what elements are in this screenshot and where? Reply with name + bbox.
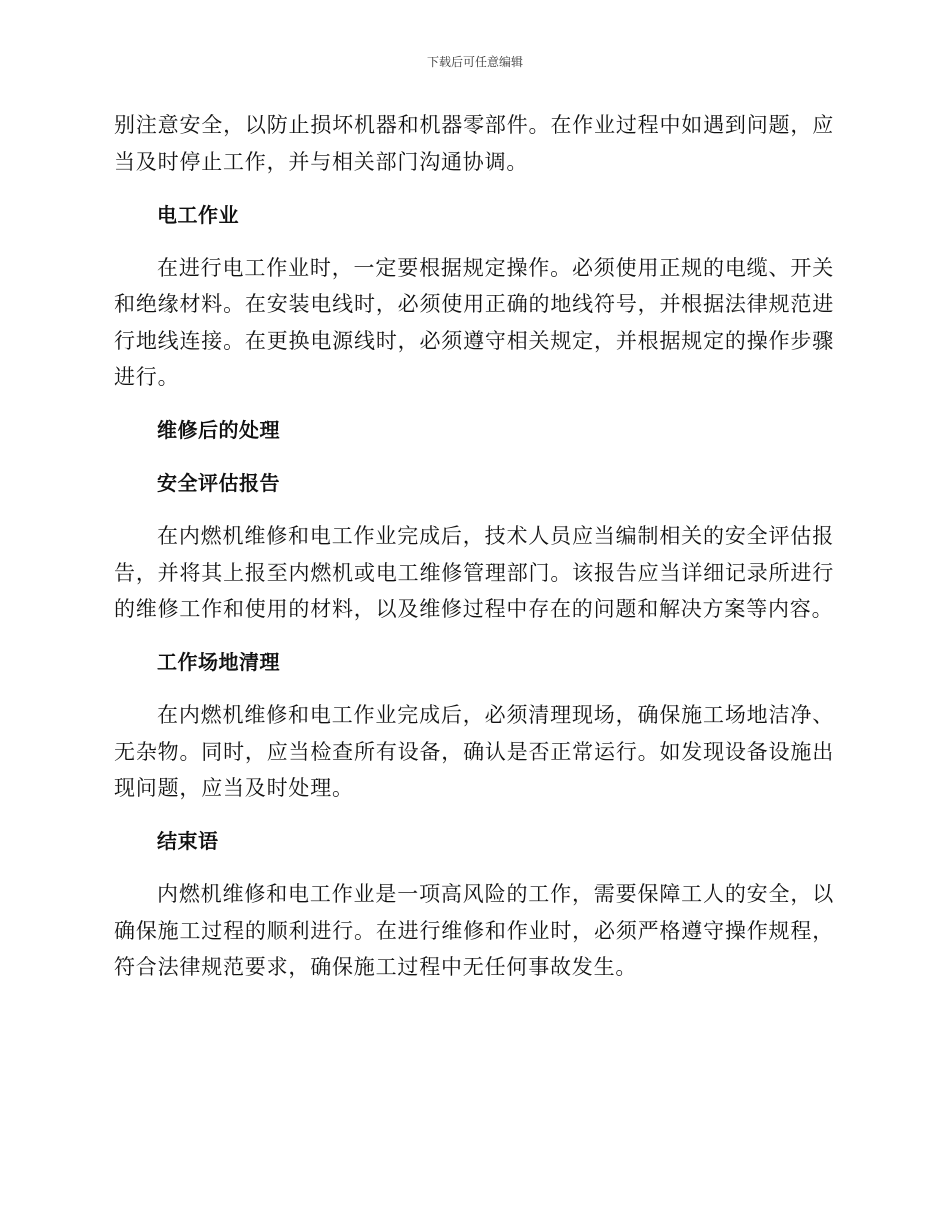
document-body bbox=[114, 107, 834, 1002]
paragraph-site-cleanup: 在内燃机维修和电工作业完成后，必须清理现场，确保施工场地洁净、无杂物。同时，应当检查所有设备，确认是否正常运行。如发现设备设施出现问题，应当及时处理。 bbox=[114, 703, 834, 800]
paragraph-conclusion: 内燃机维修和电工作业是一项高风险的工作，需要保障工人的安全，以确保施工过程的顺利进行。在进行维修和作业时，必须严格遵守操作规程，符合法律规范要求，确保施工过程中无任何事故发生。 bbox=[114, 882, 834, 979]
heading-electrical-work: 电工作业 bbox=[157, 202, 239, 227]
paragraph-safety-report: 在内燃机维修和电工作业完成后，技术人员应当编制相关的安全评估报告，并将其上报至内燃机或电工维修管理部门。该报告应当详细记录所进行的维修工作和使用的材料，以及维修过程中存在的问题和解决方案等内容。 bbox=[114, 524, 834, 621]
paragraph-continuation: 别注意安全，以防止损坏机器和机器零部件。在作业过程中如遇到问题，应当及时停止工作，并与相关部门沟通协调。 bbox=[114, 113, 834, 174]
page-header: 下载后可任意编辑 bbox=[426, 55, 523, 69]
heading-safety-report: 安全评估报告 bbox=[157, 471, 280, 495]
paragraph-electrical-work: 在进行电工作业时，一定要根据规定操作。必须使用正规的电缆、开关和绝缘材料。在安装电线时，必须使用正确的地线符号，并根据法律规范进行地线连接。在更换电源线时，必须遵守相关规定，并根据规定的操作步骤进行。 bbox=[114, 255, 834, 389]
heading-site-cleanup: 工作场地清理 bbox=[157, 650, 280, 674]
heading-conclusion: 结束语 bbox=[157, 829, 219, 853]
heading-after-repair: 维修后的处理 bbox=[157, 418, 280, 442]
